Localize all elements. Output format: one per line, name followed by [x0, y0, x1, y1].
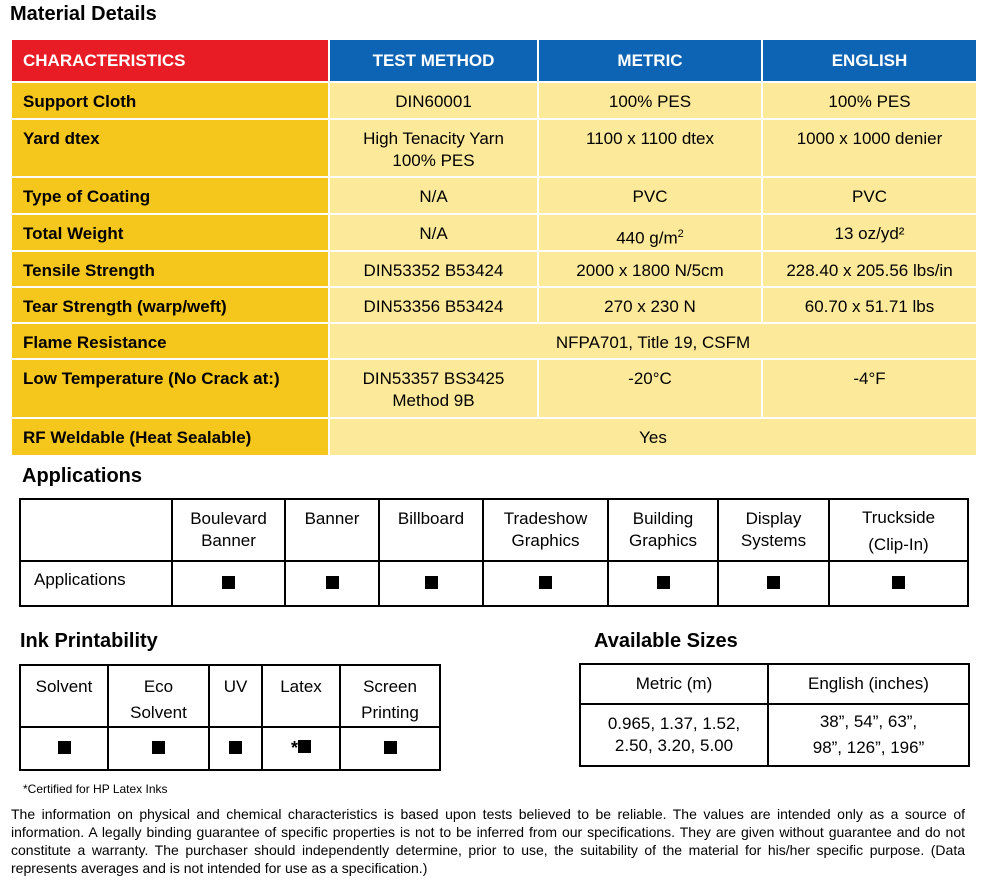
- sizes-values-row: [580, 704, 969, 766]
- english-cell: 13 oz/yd²: [762, 214, 977, 251]
- check-mark-icon: [829, 561, 968, 606]
- metric-value: 440 g/m: [616, 228, 678, 248]
- applications-marks-row: [20, 561, 968, 606]
- ink-footnote: *Certified for HP Latex Inks: [23, 782, 168, 796]
- row-tear-strength: [11, 287, 977, 323]
- label-tear-strength: Tear Strength (warp/weft): [11, 287, 329, 323]
- check-mark-icon: [718, 561, 829, 606]
- ink-col-line: Solvent: [35, 677, 93, 696]
- english-cell: -4°F: [762, 359, 977, 418]
- test-method-cell: [329, 359, 538, 418]
- merged-value-cell: NFPA701, Title 19, CSFM: [329, 323, 977, 359]
- app-col-line: Banner: [201, 531, 256, 550]
- ink-mark-cell: [209, 727, 262, 770]
- english-cell: 100% PES: [762, 82, 977, 119]
- sizes-line: 98”, 126”, 196”: [812, 738, 925, 757]
- label-yard-dtex: Yard dtex: [11, 119, 329, 177]
- row-rf-weldable: [11, 418, 977, 456]
- metric-superscript: 2: [677, 228, 684, 240]
- square-bullet-icon: [326, 576, 339, 589]
- metric-cell: PVC: [538, 177, 762, 214]
- label-type-of-coating: Type of Coating: [11, 177, 329, 214]
- ink-col-line: Latex: [280, 677, 322, 696]
- ink-marks-row: [20, 727, 440, 770]
- square-bullet-icon: [657, 576, 670, 589]
- sizes-header-english: English (inches): [768, 664, 969, 704]
- square-bullet-icon: [384, 741, 397, 754]
- check-mark-icon: [172, 561, 285, 606]
- ink-col-line: Solvent: [130, 703, 187, 722]
- square-bullet-icon: [767, 576, 780, 589]
- test-method-line: High Tenacity Yarn: [363, 129, 504, 148]
- app-col-banner: [285, 499, 379, 561]
- metric-cell: 270 x 230 N: [538, 287, 762, 323]
- test-method-cell: N/A: [329, 214, 538, 251]
- ink-col-line: UV: [223, 677, 248, 696]
- app-col-billboard: [379, 499, 483, 561]
- app-col-line: Graphics: [628, 531, 698, 550]
- check-mark-icon: [483, 561, 608, 606]
- square-bullet-icon: [539, 576, 552, 589]
- header-test-method: TEST METHOD: [329, 39, 538, 82]
- row-type-of-coating: [11, 177, 977, 214]
- test-method-line: DIN53357 BS3425: [362, 368, 505, 388]
- available-sizes-title: Available Sizes: [594, 630, 738, 652]
- ink-col-line: Eco: [143, 677, 174, 696]
- app-col-line: Display: [745, 509, 802, 528]
- app-col-boulevard-banner: [172, 499, 285, 561]
- app-col-line: Truckside: [861, 508, 936, 527]
- header-english: ENGLISH: [762, 39, 977, 82]
- ink-mark-cell: [262, 727, 340, 770]
- sizes-line: 0.965, 1.37, 1.52,: [607, 714, 741, 733]
- applications-table: [19, 498, 969, 607]
- sizes-header-row: [580, 664, 969, 704]
- test-method-cell: DIN53356 B53424: [329, 287, 538, 323]
- sizes-header-metric: Metric (m): [580, 664, 768, 704]
- ink-mark-cell: [20, 727, 108, 770]
- metric-cell: [538, 214, 762, 251]
- label-total-weight: Total Weight: [11, 214, 329, 251]
- applications-row-label: Applications: [20, 561, 172, 606]
- material-details-table: [10, 38, 978, 457]
- ink-mark-cell: [340, 727, 440, 770]
- square-bullet-icon: [425, 576, 438, 589]
- ink-printability-title: Ink Printability: [20, 630, 158, 652]
- header-metric: METRIC: [538, 39, 762, 82]
- sizes-metric-values: [580, 704, 768, 766]
- applications-title: Applications: [22, 465, 143, 487]
- app-col-truckside: [829, 499, 968, 561]
- app-col-building-graphics: [608, 499, 718, 561]
- app-col-line: Graphics: [511, 531, 580, 550]
- square-bullet-icon: [152, 741, 165, 754]
- square-bullet-icon: [58, 741, 71, 754]
- label-tensile-strength: Tensile Strength: [11, 251, 329, 287]
- ink-col-line: Printing: [361, 703, 419, 722]
- ink-col-solvent: [20, 665, 108, 727]
- sizes-line: 2.50, 3.20, 5.00: [614, 736, 734, 755]
- ink-col-eco-solvent: [108, 665, 209, 727]
- ink-col-latex: [262, 665, 340, 727]
- metric-cell: -20°C: [538, 359, 762, 418]
- app-col-line: (Clip-In): [868, 535, 929, 554]
- row-tensile-strength: [11, 251, 977, 287]
- metric-cell: 1100 x 1100 dtex: [538, 119, 762, 177]
- row-flame-resistance: [11, 323, 977, 359]
- row-low-temperature: [11, 359, 977, 418]
- ink-col-line: Screen: [363, 677, 417, 696]
- metric-cell: 100% PES: [538, 82, 762, 119]
- app-col-line: Systems: [740, 531, 807, 550]
- check-mark-icon: [379, 561, 483, 606]
- english-cell: 60.70 x 51.71 lbs: [762, 287, 977, 323]
- app-col-display-systems: [718, 499, 829, 561]
- label-low-temperature: Low Temperature (No Crack at:): [11, 359, 329, 418]
- test-method-cell: [329, 119, 538, 177]
- app-col-tradeshow-graphics: [483, 499, 608, 561]
- test-method-cell: N/A: [329, 177, 538, 214]
- disclaimer-text: The information on physical and chemical characteristics is based upon tests believed to be reliable. The values are intended only as a source of information. A legally binding guarantee of specific properties is not to be inferred from our specifications. They are given without guarantee and do not constitute a warranty. The purchaser should independently determine, prior to use, the suitability of the material for his/her specific purpose. (Data represents averages and is not intended for use as a specification.): [11, 806, 965, 876]
- english-cell: 228.40 x 205.56 lbs/in: [762, 251, 977, 287]
- test-method-line: 100% PES: [392, 151, 475, 170]
- test-method-cell: DIN60001: [329, 82, 538, 119]
- row-support-cloth: [11, 82, 977, 119]
- material-details-header-row: [11, 39, 977, 82]
- label-support-cloth: Support Cloth: [11, 82, 329, 119]
- row-total-weight: [11, 214, 977, 251]
- test-method-cell: DIN53352 B53424: [329, 251, 538, 287]
- square-bullet-icon: [229, 741, 242, 754]
- app-col-line: Building: [632, 509, 694, 528]
- ink-col-uv: [209, 665, 262, 727]
- asterisk-mark: *: [290, 738, 298, 758]
- app-col-line: Banner: [304, 509, 360, 528]
- label-rf-weldable: RF Weldable (Heat Sealable): [11, 418, 329, 456]
- english-cell: PVC: [762, 177, 977, 214]
- ink-printability-table: [19, 664, 441, 771]
- metric-cell: 2000 x 1800 N/5cm: [538, 251, 762, 287]
- available-sizes-table: [579, 663, 970, 767]
- check-mark-icon: [285, 561, 379, 606]
- app-col-line: Tradeshow: [503, 509, 588, 528]
- merged-value-cell: Yes: [329, 418, 977, 456]
- test-method-line: Method 9B: [392, 390, 475, 410]
- square-bullet-icon: [298, 740, 311, 753]
- applications-header-row: [20, 499, 968, 561]
- ink-mark-cell: [108, 727, 209, 770]
- header-characteristics: CHARACTERISTICS: [11, 39, 329, 82]
- english-cell: 1000 x 1000 denier: [762, 119, 977, 177]
- row-yard-dtex: [11, 119, 977, 177]
- app-col-line: Billboard: [397, 509, 465, 528]
- square-bullet-icon: [892, 576, 905, 589]
- applications-corner-cell: [20, 499, 172, 561]
- ink-header-row: [20, 665, 440, 727]
- sizes-english-values: [768, 704, 969, 766]
- app-col-line: Boulevard: [190, 509, 267, 528]
- label-flame-resistance: Flame Resistance: [11, 323, 329, 359]
- square-bullet-icon: [222, 576, 235, 589]
- material-details-title: Material Details: [10, 3, 157, 25]
- check-mark-icon: [608, 561, 718, 606]
- sizes-line: 38”, 54”, 63”,: [819, 712, 918, 731]
- ink-col-screen-printing: [340, 665, 440, 727]
